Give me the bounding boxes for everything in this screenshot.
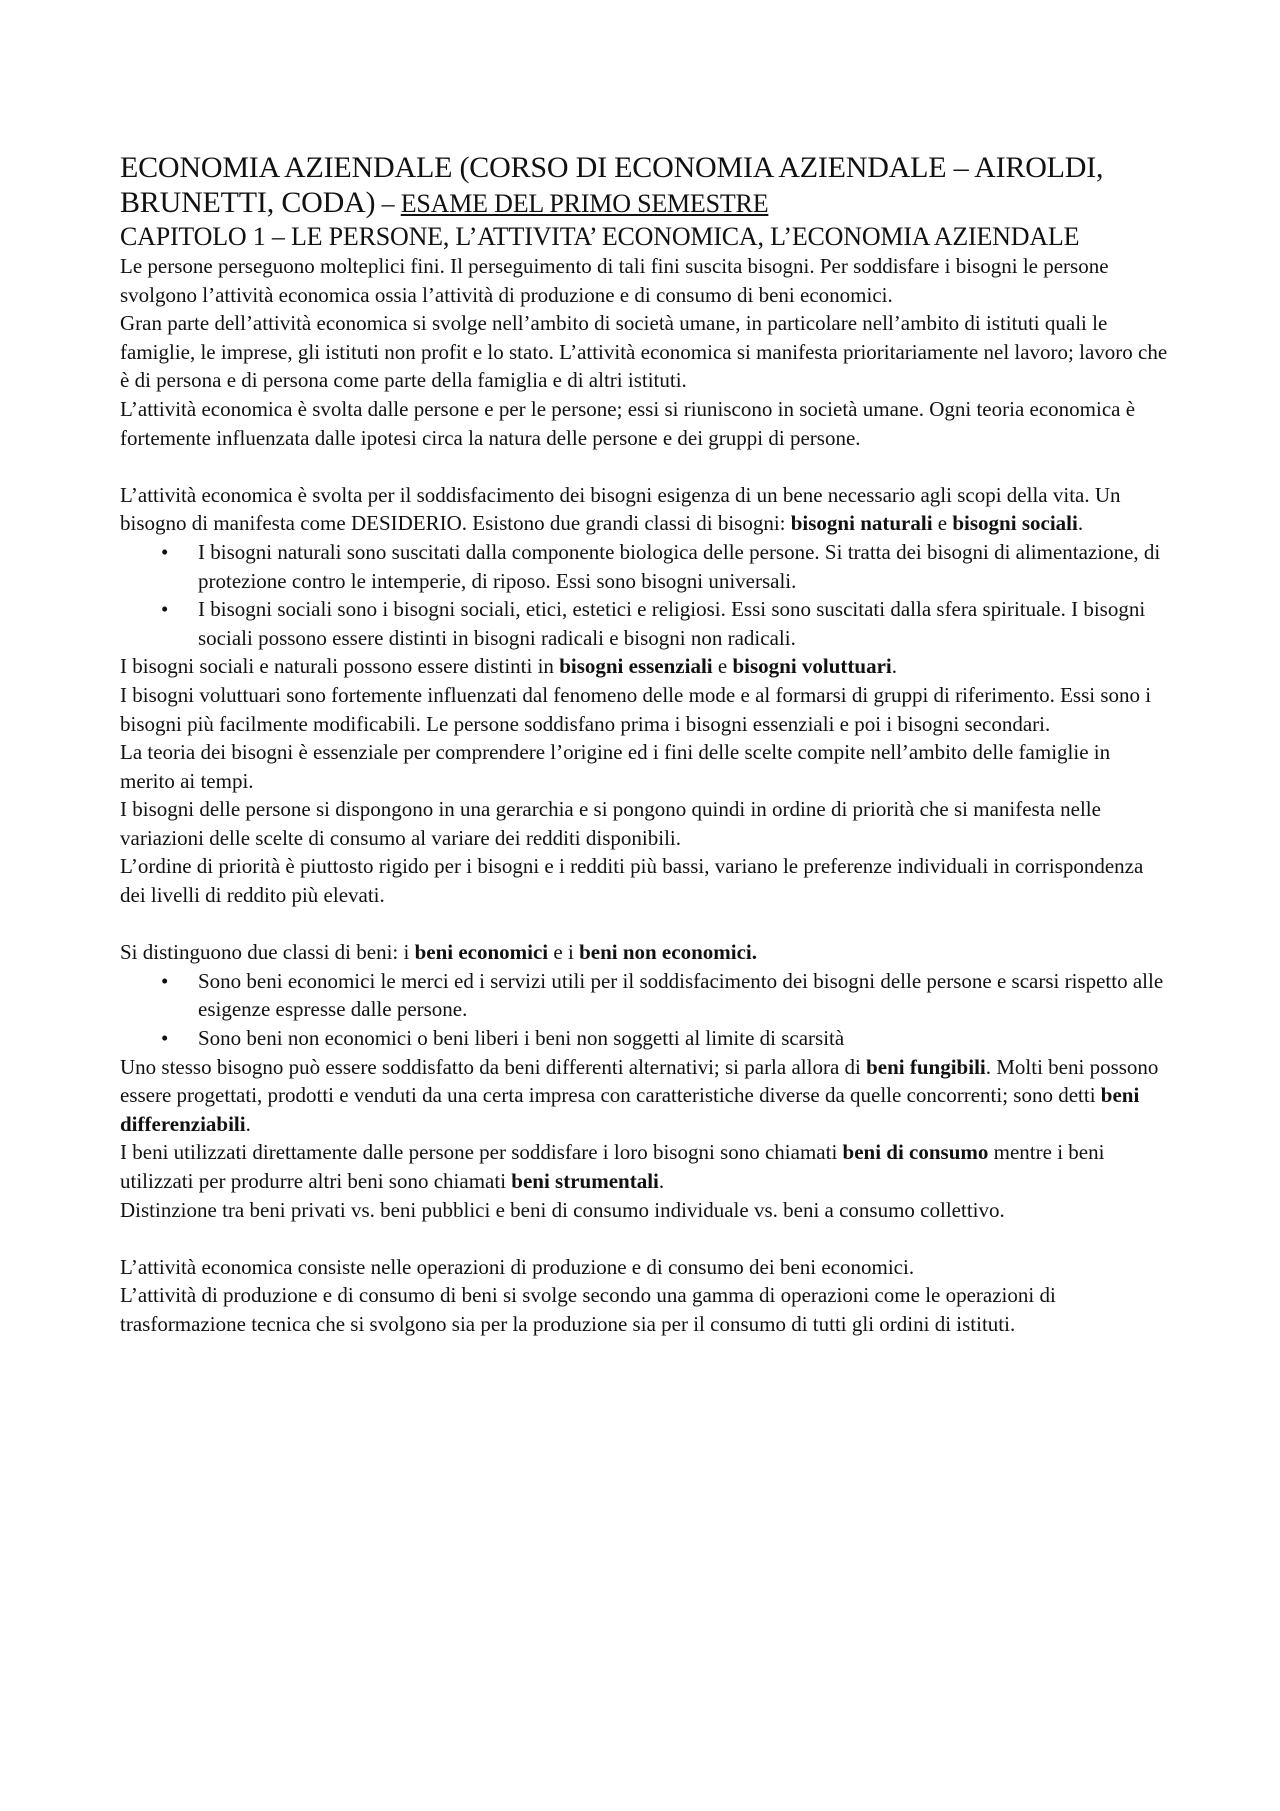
bullet-icon: •: [161, 1026, 169, 1051]
document-body: [120, 252, 1170, 1339]
term-bisogni-naturali: bisogni naturali: [790, 511, 933, 536]
paragraph-4-text: L’attività economica è svolta per il soddisfacimento dei bisogni esigenza di un bene necessario agli scopi della vita. Un bisogno di manifesta come DESIDERIO. Esistono due grandi classi di bisogni:: [120, 482, 1121, 536]
document-page: [120, 150, 1170, 1339]
term-beni-strumentali: beni strumentali: [511, 1169, 659, 1193]
paragraph-12-mid: mentre i beni utilizzati per produrre altri beni sono chiamati: [120, 1140, 1105, 1193]
list-item: [120, 967, 1170, 1024]
list-item-text: Sono beni non economici o beni liberi i beni non soggetti al limite di scarsità: [198, 1026, 845, 1051]
list-item: [120, 538, 1170, 595]
paragraph-10-mid: e i: [548, 940, 580, 965]
paragraph-5-end: .: [891, 654, 898, 679]
paragraph-8: I bisogni delle persone si dispongono in una gerarchia e si pongono quindi in ordine di priorità che si manifesta nelle variazioni delle scelte di consumo al variare dei redditi disponibili.: [120, 797, 1101, 850]
paragraph-10: [120, 938, 1170, 967]
needs-list: [120, 538, 1170, 652]
title-dash: –: [375, 189, 401, 218]
list-item-text: Sono beni economici le merci ed i servizi utili per il soddisfacimento dei bisogni delle persone e scarsi rispetto alle esigenze espresse dalle persone.: [198, 968, 1164, 1022]
bullet-icon: •: [161, 539, 169, 564]
paragraph-3: L’attività economica è svolta dalle persone e per le persone; essi si riuniscono in società umane. Ogni teoria economica è fortemente influenzata dalle ipotesi circa la natura delle persone e dei gruppi di persone.: [120, 396, 1136, 450]
paragraph-10-text: Si distinguono due classi di beni: i: [120, 940, 415, 965]
paragraph-2: Gran parte dell’attività economica si svolge nell’ambito di società umane, in particolare nell’ambito di istituti quali le famiglie, le imprese, gli istituti non profit e lo stato. L’attività economica si manifesta prioritariamente nel lavoro; lavoro che è di persona e di persona come parte della famiglia e di altri istituti.: [120, 311, 1168, 393]
paragraph-7: La teoria dei bisogni è essenziale per comprendere l’origine ed i fini delle scelte compite nell’ambito delle famiglie in merito ai tempi.: [120, 740, 1111, 793]
term-beni-economici: beni economici: [414, 940, 549, 965]
list-item-text: I bisogni sociali sono i bisogni sociali, etici, estetici e religiosi. Essi sono suscitati dalla sfera spirituale. I bisogni sociali possono essere distinti in bisogni radicali e bisogni non radicali.: [198, 597, 1146, 650]
paragraph-5-text: I bisogni sociali e naturali possono essere distinti in: [120, 654, 560, 679]
term-beni-fungibili: beni fungibili: [866, 1054, 986, 1079]
paragraph-4-end: .: [1077, 511, 1084, 536]
paragraph-6: I bisogni voluttuari sono fortemente influenzati dal fenomeno delle mode e al formarsi di gruppi di riferimento. Essi sono i bisogni più facilmente modificabili. Le persone soddisfano prima i bisogni essenziali e poi i bisogni secondari.: [120, 682, 1152, 736]
term-bisogni-voluttuari: bisogni voluttuari: [732, 654, 892, 679]
paragraph-9: L’ordine di priorità è piuttosto rigido per i bisogni e i redditi più bassi, variano le preferenze individuali in corrispondenza dei livelli di reddito più elevati.: [120, 854, 1144, 908]
title-subtitle: ESAME DEL PRIMO SEMESTRE: [400, 189, 769, 218]
paragraph-12-end: .: [658, 1169, 665, 1193]
list-item-text: I bisogni naturali sono suscitati dalla componente biologica delle persone. Si tratta dei bisogni di alimentazione, di protezione contro le intemperie, di riposo. Essi sono bisogni universali.: [198, 539, 1161, 593]
paragraph-5: [120, 652, 1170, 681]
paragraph-11-end: .: [245, 1111, 251, 1136]
paragraph-11-mid: . Molti beni possono essere progettati, prodotti e venduti da una certa impresa con caratteristiche diverse da quelle concorrenti; sono detti: [120, 1054, 1159, 1108]
paragraph-11: [120, 1053, 1170, 1139]
paragraph-1: Le persone perseguono molteplici fini. Il perseguimento di tali fini suscita bisogni. Per soddisfare i bisogni le persone svolgono l’attività economica ossia l’attività di produzione e di consumo di beni economici.: [120, 254, 1109, 307]
term-beni-non-economici: beni non economici.: [579, 940, 757, 965]
list-item: [120, 595, 1170, 652]
paragraph-11-text: Uno stesso bisogno può essere soddisfatto da beni differenti alternativi; si parla allora di: [120, 1054, 867, 1079]
paragraph-13: Distinzione tra beni privati vs. beni pubblici e beni di consumo individuale vs. beni a consumo collettivo.: [120, 1197, 1005, 1222]
term-beni-differenziabili: beni differenziabili: [120, 1083, 1140, 1136]
paragraph-14: L’attività economica consiste nelle operazioni di produzione e di consumo dei beni economici.: [120, 1254, 915, 1279]
title-main: ECONOMIA AZIENDALE (CORSO DI ECONOMIA AZIENDALE – AIROLDI, BRUNETTI, CODA): [120, 151, 1104, 219]
paragraph-15: L’attività di produzione e di consumo di beni si svolge secondo una gamma di operazioni come le operazioni di trasformazione tecnica che si svolgono sia per la produzione sia per il consumo di tutti gli ordini di istituti.: [120, 1283, 1056, 1336]
bullet-icon: •: [161, 968, 169, 993]
list-item: [120, 1024, 1170, 1053]
goods-list: [120, 967, 1170, 1053]
paragraph-4-mid: e: [932, 511, 953, 536]
term-beni-di-consumo: beni di consumo: [842, 1140, 989, 1165]
document-title: [120, 150, 1170, 221]
term-bisogni-sociali: bisogni sociali: [952, 511, 1078, 536]
term-bisogni-essenziali: bisogni essenziali: [559, 654, 713, 679]
paragraph-4: [120, 481, 1170, 538]
chapter-heading: CAPITOLO 1 – LE PERSONE, L’ATTIVITA’ ECONOMICA, L’ECONOMIA AZIENDALE: [120, 222, 1080, 251]
paragraph-5-mid: e: [712, 654, 733, 679]
paragraph-12-text: I beni utilizzati direttamente dalle persone per soddisfare i loro bisogni sono chiamati: [120, 1140, 843, 1165]
bullet-icon: •: [161, 597, 169, 622]
paragraph-12: [120, 1138, 1170, 1195]
